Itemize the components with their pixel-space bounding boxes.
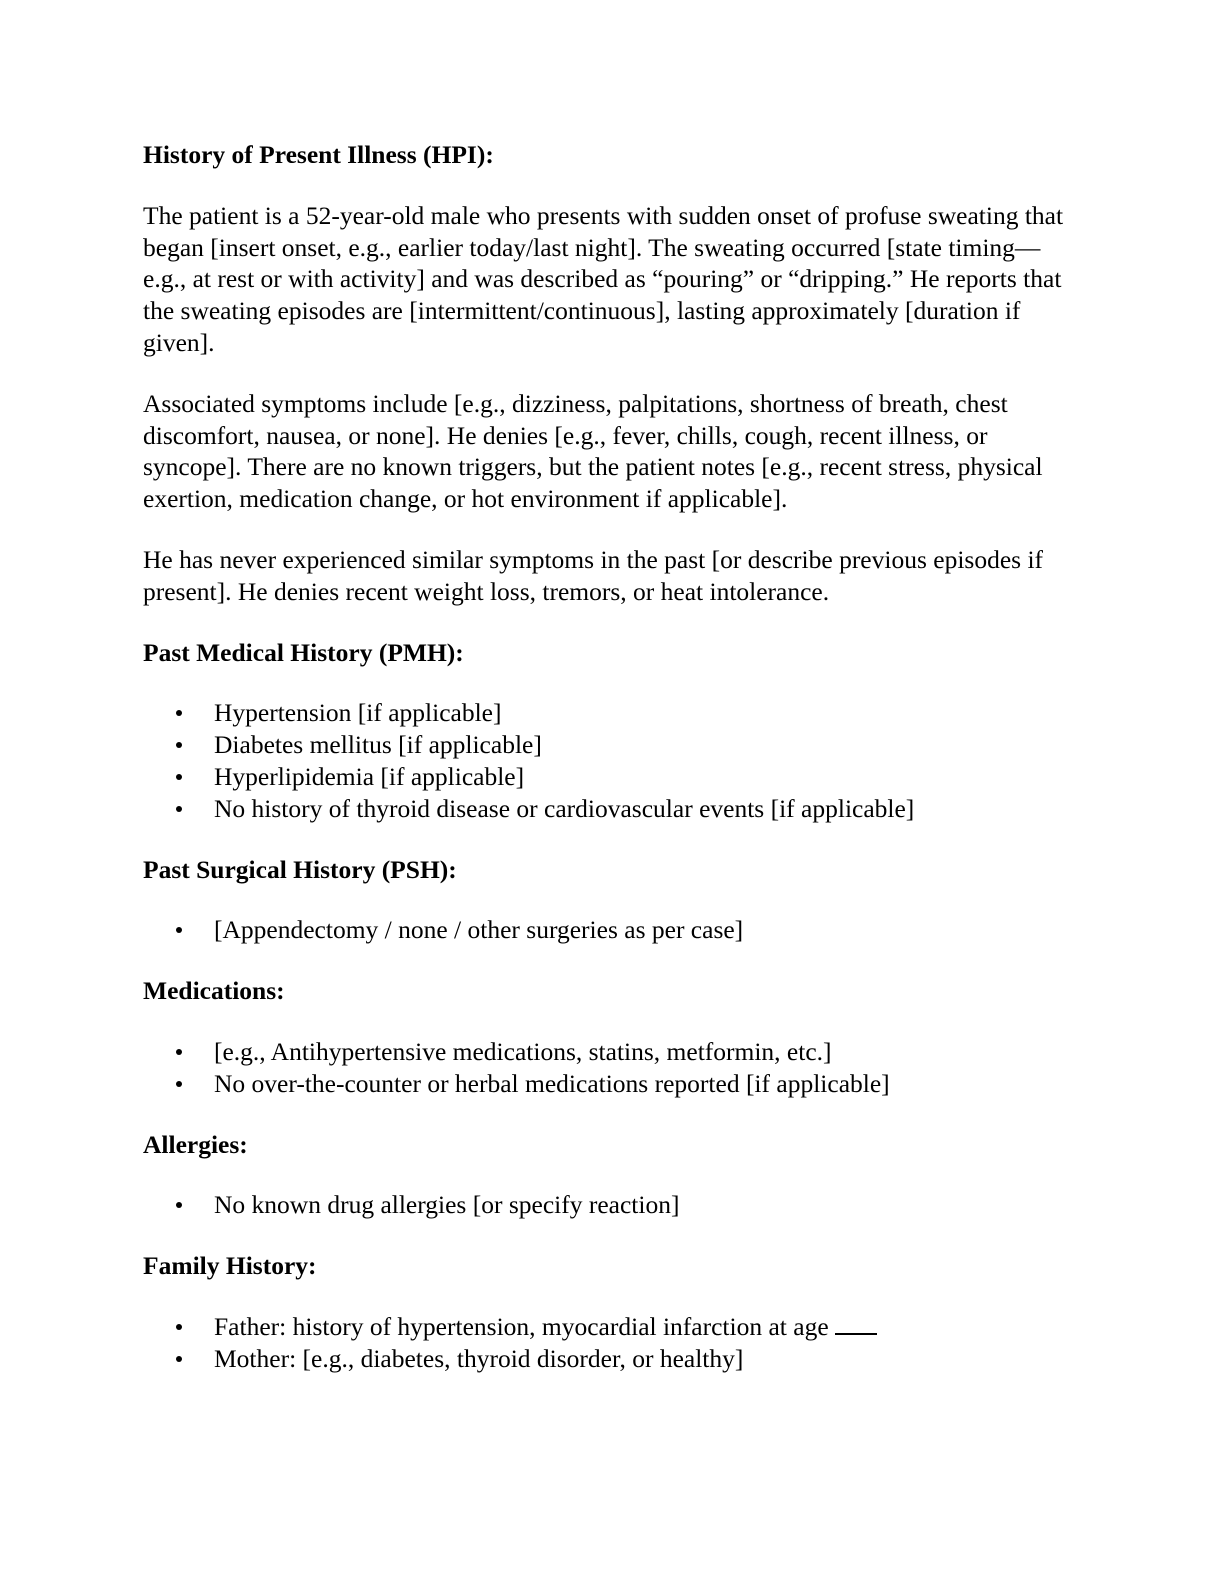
bullet-icon xyxy=(176,1356,182,1362)
bullet-icon xyxy=(176,1049,182,1055)
psh-heading: Past Surgical History (PSH): xyxy=(143,854,457,884)
hpi-heading: History of Present Illness (HPI): xyxy=(143,140,494,169)
pmh-heading: Past Medical History (PMH): xyxy=(143,637,464,667)
list-item: No history of thyroid disease or cardiovascular events [if applicable] xyxy=(143,793,1083,825)
bullet-icon xyxy=(176,1202,182,1208)
list-item: [e.g., Antihypertensive medications, statins, metformin, etc.] xyxy=(143,1036,1083,1068)
hpi-paragraph-3: He has never experienced similar symptoms in the past [or describe previous episodes if present]. He denies recent weight loss, tremors, or heat intolerance. xyxy=(143,544,1044,606)
list-item: Father: history of hypertension, myocardial infarction at age xyxy=(143,1311,1083,1343)
age-blank-line xyxy=(835,1311,877,1335)
list-item: Hypertension [if applicable] xyxy=(143,697,1083,729)
list-item: [Appendectomy / none / other surgeries as per case] xyxy=(143,914,1083,946)
bullet-icon xyxy=(176,806,182,812)
bullet-icon xyxy=(176,927,182,933)
list-item: No over-the-counter or herbal medications reported [if applicable] xyxy=(143,1068,1083,1100)
hpi-paragraph-1: The patient is a 52-year-old male who presents with sudden onset of profuse sweating that began [insert onset, e.g., earlier today/last night]. The sweating occurred [state timing—e.g., at rest or with activity] and was described as “pouring” or “dripping.” He reports that the sweating episodes are [intermittent/continuous], lasting approximately [duration if given]. xyxy=(143,200,1064,357)
hpi-paragraph-2: Associated symptoms include [e.g., dizziness, palpitations, shortness of breath, chest discomfort, nausea, or none]. He denies [e.g., fever, chills, cough, recent illness, or syncope]. There are no known triggers, but the patient notes [e.g., recent stress, physical exertion, medication change, or hot environment if applicable]. xyxy=(143,388,1043,514)
medications-list xyxy=(143,1036,1083,1100)
list-item: No known drug allergies [or specify reaction] xyxy=(143,1189,1083,1221)
psh-list xyxy=(143,914,1083,946)
list-item: Mother: [e.g., diabetes, thyroid disorder, or healthy] xyxy=(143,1343,1083,1375)
allergies-heading: Allergies: xyxy=(143,1129,248,1159)
family-history-heading: Family History: xyxy=(143,1251,317,1281)
bullet-icon xyxy=(176,710,182,716)
bullet-icon xyxy=(176,1081,182,1087)
bullet-icon xyxy=(176,742,182,748)
bullet-icon xyxy=(176,1324,182,1330)
list-item: Diabetes mellitus [if applicable] xyxy=(143,729,1083,761)
list-item: Hyperlipidemia [if applicable] xyxy=(143,761,1083,793)
medications-heading: Medications: xyxy=(143,976,285,1006)
family-history-list xyxy=(143,1311,1083,1375)
document-page xyxy=(143,139,1083,1375)
pmh-list xyxy=(143,697,1083,824)
bullet-icon xyxy=(176,774,182,780)
allergies-list xyxy=(143,1189,1083,1221)
